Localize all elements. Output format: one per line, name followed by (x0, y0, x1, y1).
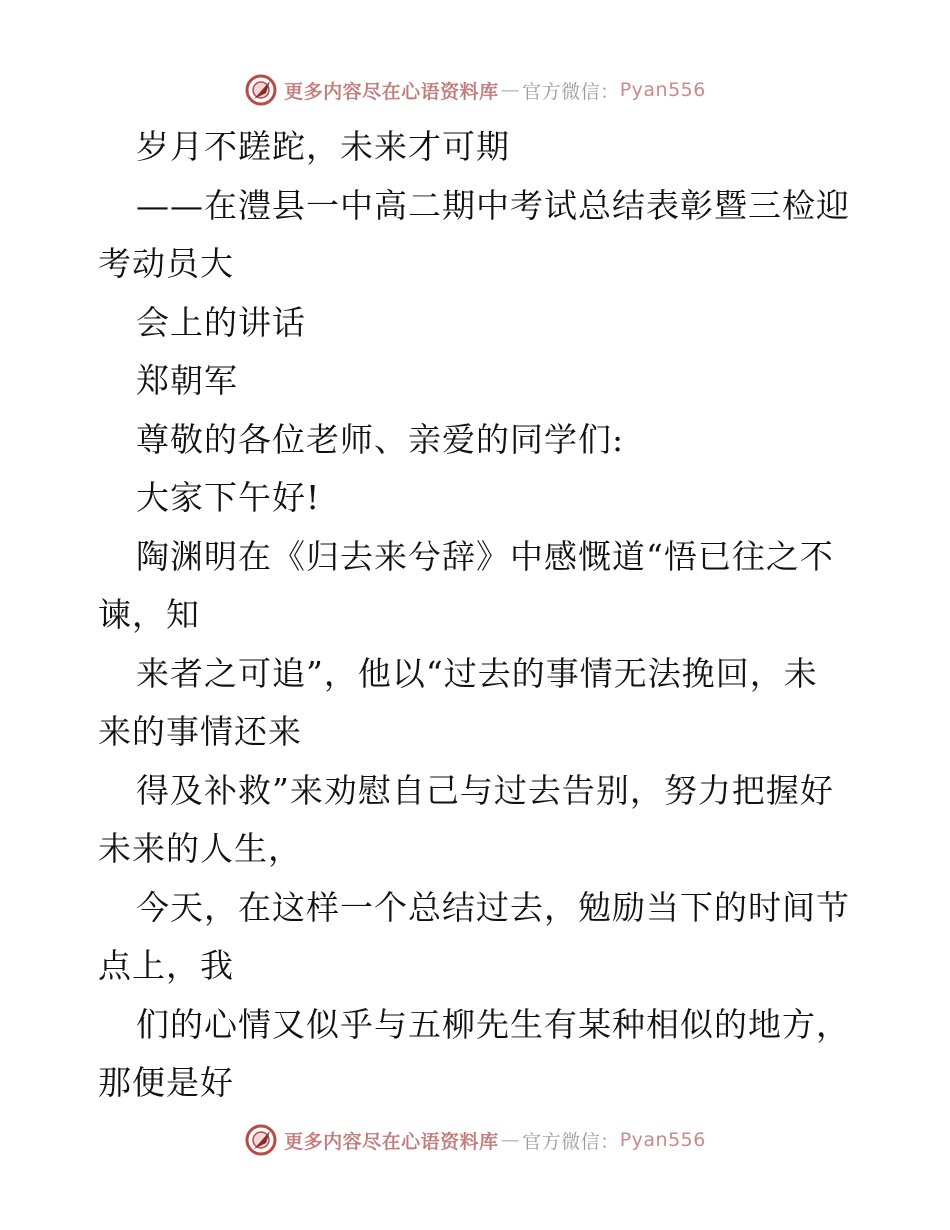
paragraph-line: 陶渊明在《归去来兮辞》中感慨道“悟已往之不 (136, 536, 834, 576)
paragraph-line: 未来的人生， (98, 829, 302, 868)
watermark-wechat-id: Pyan556 (619, 79, 706, 101)
footer-watermark (0, 1122, 950, 1158)
speech-subtitle-line-1: ——在澧县一中高二期中考试总结表彰暨三检迎 (136, 185, 850, 225)
speech-subtitle-line-2: 考动员大 (98, 244, 234, 283)
watermark-wechat-id: Pyan556 (619, 1129, 706, 1151)
paragraph-line: 得及补救”来劝慰自己与过去告别，努力把握好 (136, 770, 834, 810)
paragraph-line: 点上，我 (98, 946, 234, 985)
greeting: 大家下午好! (136, 478, 321, 517)
watermark-official-label: 官方微信： (522, 1130, 620, 1153)
header-watermark (0, 72, 950, 108)
document-body (98, 118, 858, 1113)
paragraph-line: 谏，知 (98, 595, 200, 634)
speech-title: 岁月不蹉跎，未来才可期 (136, 127, 510, 166)
speech-subtitle-line-3: 会上的讲话 (136, 302, 306, 342)
watermark-separator: — (500, 1129, 521, 1151)
paragraph-line: 们的心情又似乎与五柳先生有某种相似的地方， (136, 1004, 850, 1044)
speaker-name: 郑朝军 (136, 361, 238, 400)
salutation: 尊敬的各位老师、亲爱的同学们: (136, 419, 625, 459)
paragraph-line: 来者之可追”，他以“过去的事情无法挽回，未 (136, 653, 818, 693)
quill-logo-icon (244, 73, 278, 107)
paragraph-line: 那便是好 (98, 1063, 234, 1102)
watermark-brand: 更多内容尽在心语资料库 (284, 1130, 499, 1153)
watermark-brand: 更多内容尽在心语资料库 (284, 80, 499, 103)
paragraph-line: 今天，在这样一个总结过去，勉励当下的时间节 (136, 887, 850, 927)
paragraph-line: 来的事情还来 (98, 712, 302, 751)
watermark-official-label: 官方微信： (522, 80, 620, 103)
quill-logo-icon (244, 1123, 278, 1157)
watermark-separator: — (500, 79, 521, 101)
